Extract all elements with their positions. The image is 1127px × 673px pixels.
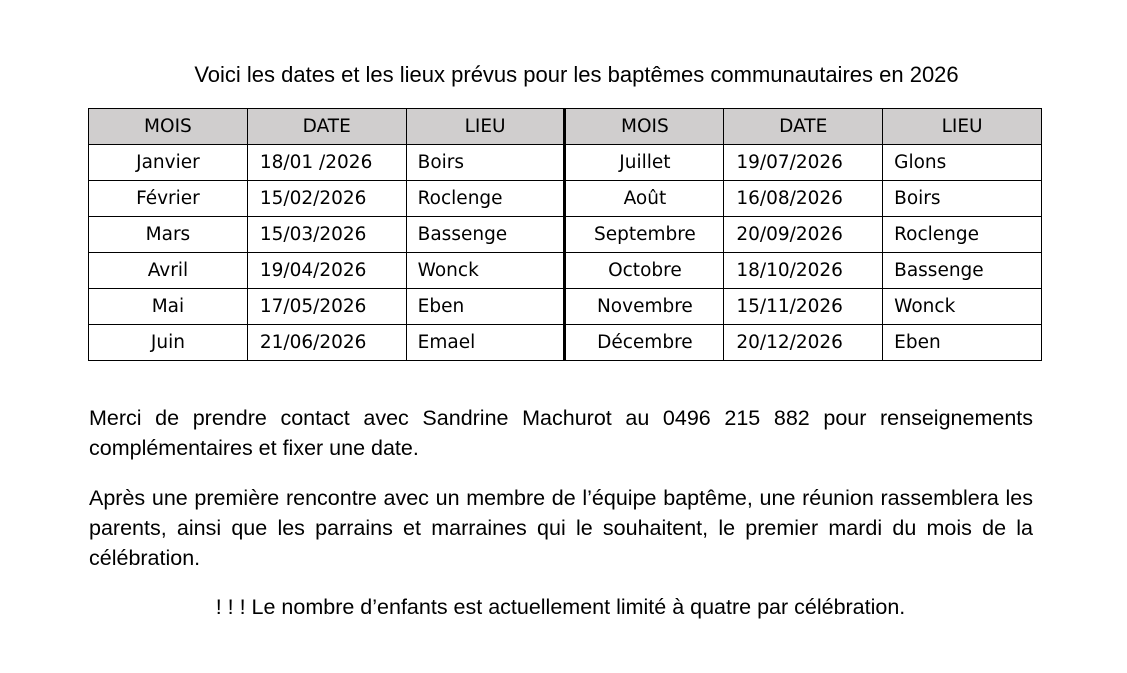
table-row <box>89 145 1042 181</box>
place-cell: Wonck <box>406 253 565 289</box>
contact-paragraph: Merci de prendre contact avec Sandrine Machurot au 0496 215 882 pour renseignements complémentaires et fixer une date. <box>89 406 1033 460</box>
place-cell: Bassenge <box>883 253 1042 289</box>
date-cell: 18/10/2026 <box>724 253 883 289</box>
table-row <box>89 253 1042 289</box>
header-date-second-half: DATE <box>724 109 883 145</box>
date-cell: 19/07/2026 <box>724 145 883 181</box>
place-cell: Boirs <box>406 145 565 181</box>
month-cell: Juin <box>89 325 248 361</box>
place-cell: Roclenge <box>406 181 565 217</box>
month-cell: Août <box>565 181 724 217</box>
month-cell: Avril <box>89 253 248 289</box>
month-cell: Septembre <box>565 217 724 253</box>
place-cell: Eben <box>883 325 1042 361</box>
date-cell: 21/06/2026 <box>247 325 406 361</box>
month-cell: Octobre <box>565 253 724 289</box>
month-cell: Février <box>89 181 248 217</box>
header-month-second-half: MOIS <box>565 109 724 145</box>
place-cell: Glons <box>883 145 1042 181</box>
date-cell: 17/05/2026 <box>247 289 406 325</box>
place-cell: Emael <box>406 325 565 361</box>
place-cell: Boirs <box>883 181 1042 217</box>
month-cell: Novembre <box>565 289 724 325</box>
header-place-second-half: LIEU <box>883 109 1042 145</box>
header-month-first-half: MOIS <box>89 109 248 145</box>
month-cell: Mars <box>89 217 248 253</box>
date-cell: 15/03/2026 <box>247 217 406 253</box>
table-row <box>89 325 1042 361</box>
date-cell: 18/01 /2026 <box>247 145 406 181</box>
month-cell: Juillet <box>565 145 724 181</box>
place-cell: Wonck <box>883 289 1042 325</box>
month-cell: Décembre <box>565 325 724 361</box>
place-cell: Roclenge <box>883 217 1042 253</box>
month-cell: Mai <box>89 289 248 325</box>
table-row <box>89 181 1042 217</box>
table-row <box>89 217 1042 253</box>
date-cell: 16/08/2026 <box>724 181 883 217</box>
date-cell: 20/12/2026 <box>724 325 883 361</box>
intro-title: Voici les dates et les lieux prévus pour les baptêmes communautaires en 2026 <box>194 62 959 87</box>
baptism-schedule-table <box>88 108 1042 361</box>
table-header-row <box>89 109 1042 145</box>
date-cell: 15/02/2026 <box>247 181 406 217</box>
limit-notice: ! ! ! Le nombre d’enfants est actuellement limité à quatre par célébration. <box>215 595 906 619</box>
month-cell: Janvier <box>89 145 248 181</box>
date-cell: 20/09/2026 <box>724 217 883 253</box>
table-row <box>89 289 1042 325</box>
date-cell: 19/04/2026 <box>247 253 406 289</box>
place-cell: Bassenge <box>406 217 565 253</box>
header-place-first-half: LIEU <box>406 109 565 145</box>
place-cell: Eben <box>406 289 565 325</box>
date-cell: 15/11/2026 <box>724 289 883 325</box>
header-date-first-half: DATE <box>247 109 406 145</box>
meeting-paragraph: Après une première rencontre avec un membre de l’équipe baptême, une réunion rassemblera les parents, ainsi que les parrains et marraines qui le souhaitent, le premier mardi du mois de la célébration. <box>89 486 1033 570</box>
